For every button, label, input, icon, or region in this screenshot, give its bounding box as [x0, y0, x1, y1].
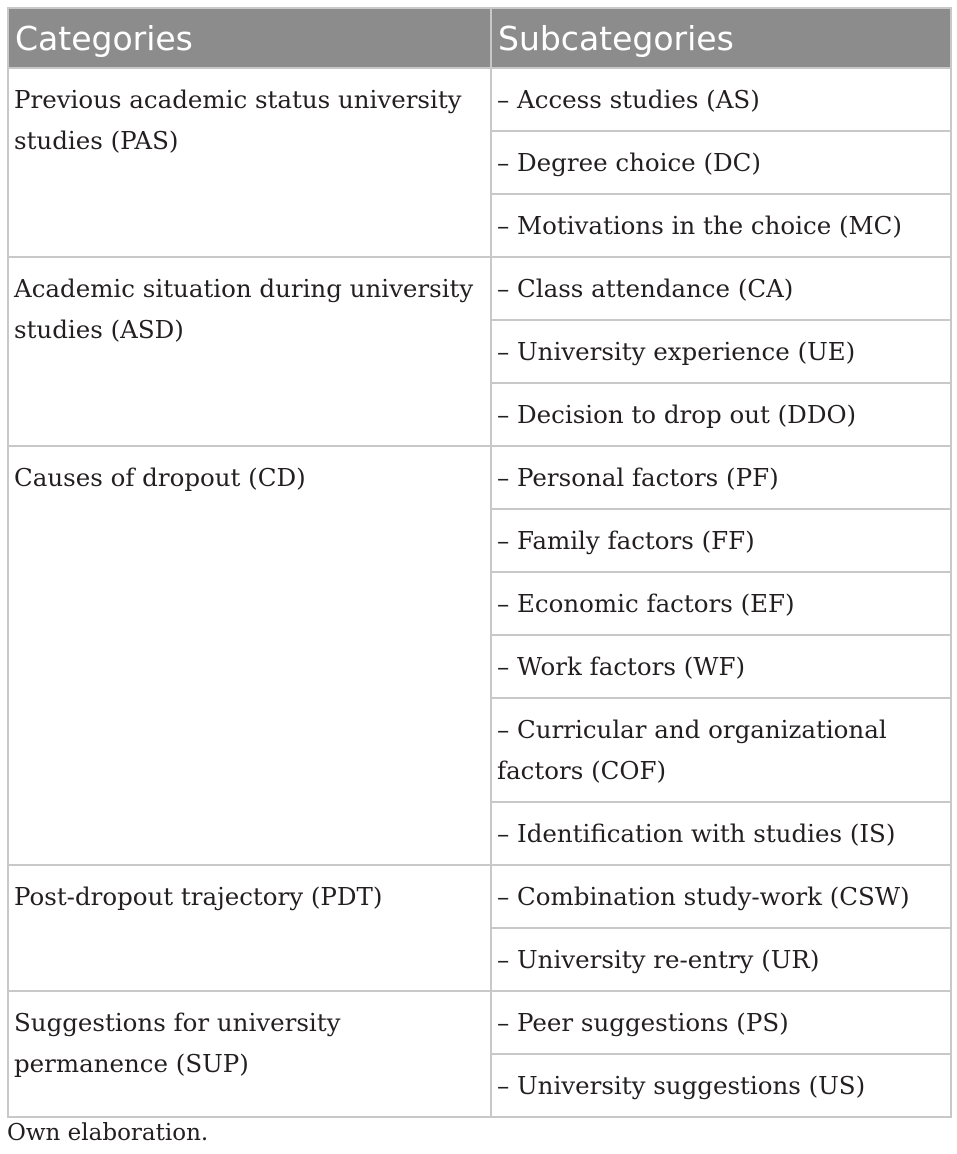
table-caption: Own elaboration.	[7, 1120, 209, 1146]
category-cell-pas: Previous academic status university studies (PAS)	[8, 68, 491, 257]
subcategory-cell: – Economic factors (EF)	[491, 572, 951, 635]
category-cell-pdt: Post-dropout trajectory (PDT)	[8, 865, 491, 991]
subcategory-cell: – Identification with studies (IS)	[491, 802, 951, 865]
header-row	[8, 8, 951, 68]
categories-table	[7, 7, 952, 1118]
subcategory-cell: – Decision to drop out (DDO)	[491, 383, 951, 446]
header-categories: Categories	[8, 8, 491, 68]
table-row	[8, 446, 951, 509]
category-cell-cd: Causes of dropout (CD)	[8, 446, 491, 865]
table-row	[8, 257, 951, 320]
table-row	[8, 68, 951, 131]
table-row	[8, 865, 951, 928]
subcategory-cell: – University experience (UE)	[491, 320, 951, 383]
subcategory-cell: – University suggestions (US)	[491, 1054, 951, 1117]
subcategory-cell: – Access studies (AS)	[491, 68, 951, 131]
subcategory-cell: – University re-entry (UR)	[491, 928, 951, 991]
subcategory-cell: – Curricular and organizational factors (COF)	[491, 698, 951, 802]
table-container	[7, 7, 950, 1118]
subcategory-cell: – Work factors (WF)	[491, 635, 951, 698]
subcategory-cell: – Degree choice (DC)	[491, 131, 951, 194]
subcategory-cell: – Class attendance (CA)	[491, 257, 951, 320]
subcategory-cell: – Peer suggestions (PS)	[491, 991, 951, 1054]
subcategory-cell: – Combination study-work (CSW)	[491, 865, 951, 928]
category-cell-sup: Suggestions for university permanence (SUP)	[8, 991, 491, 1117]
subcategory-cell: – Family factors (FF)	[491, 509, 951, 572]
subcategory-cell: – Motivations in the choice (MC)	[491, 194, 951, 257]
header-subcategories: Subcategories	[491, 8, 951, 68]
category-cell-asd: Academic situation during university studies (ASD)	[8, 257, 491, 446]
subcategory-cell: – Personal factors (PF)	[491, 446, 951, 509]
table-row	[8, 991, 951, 1054]
